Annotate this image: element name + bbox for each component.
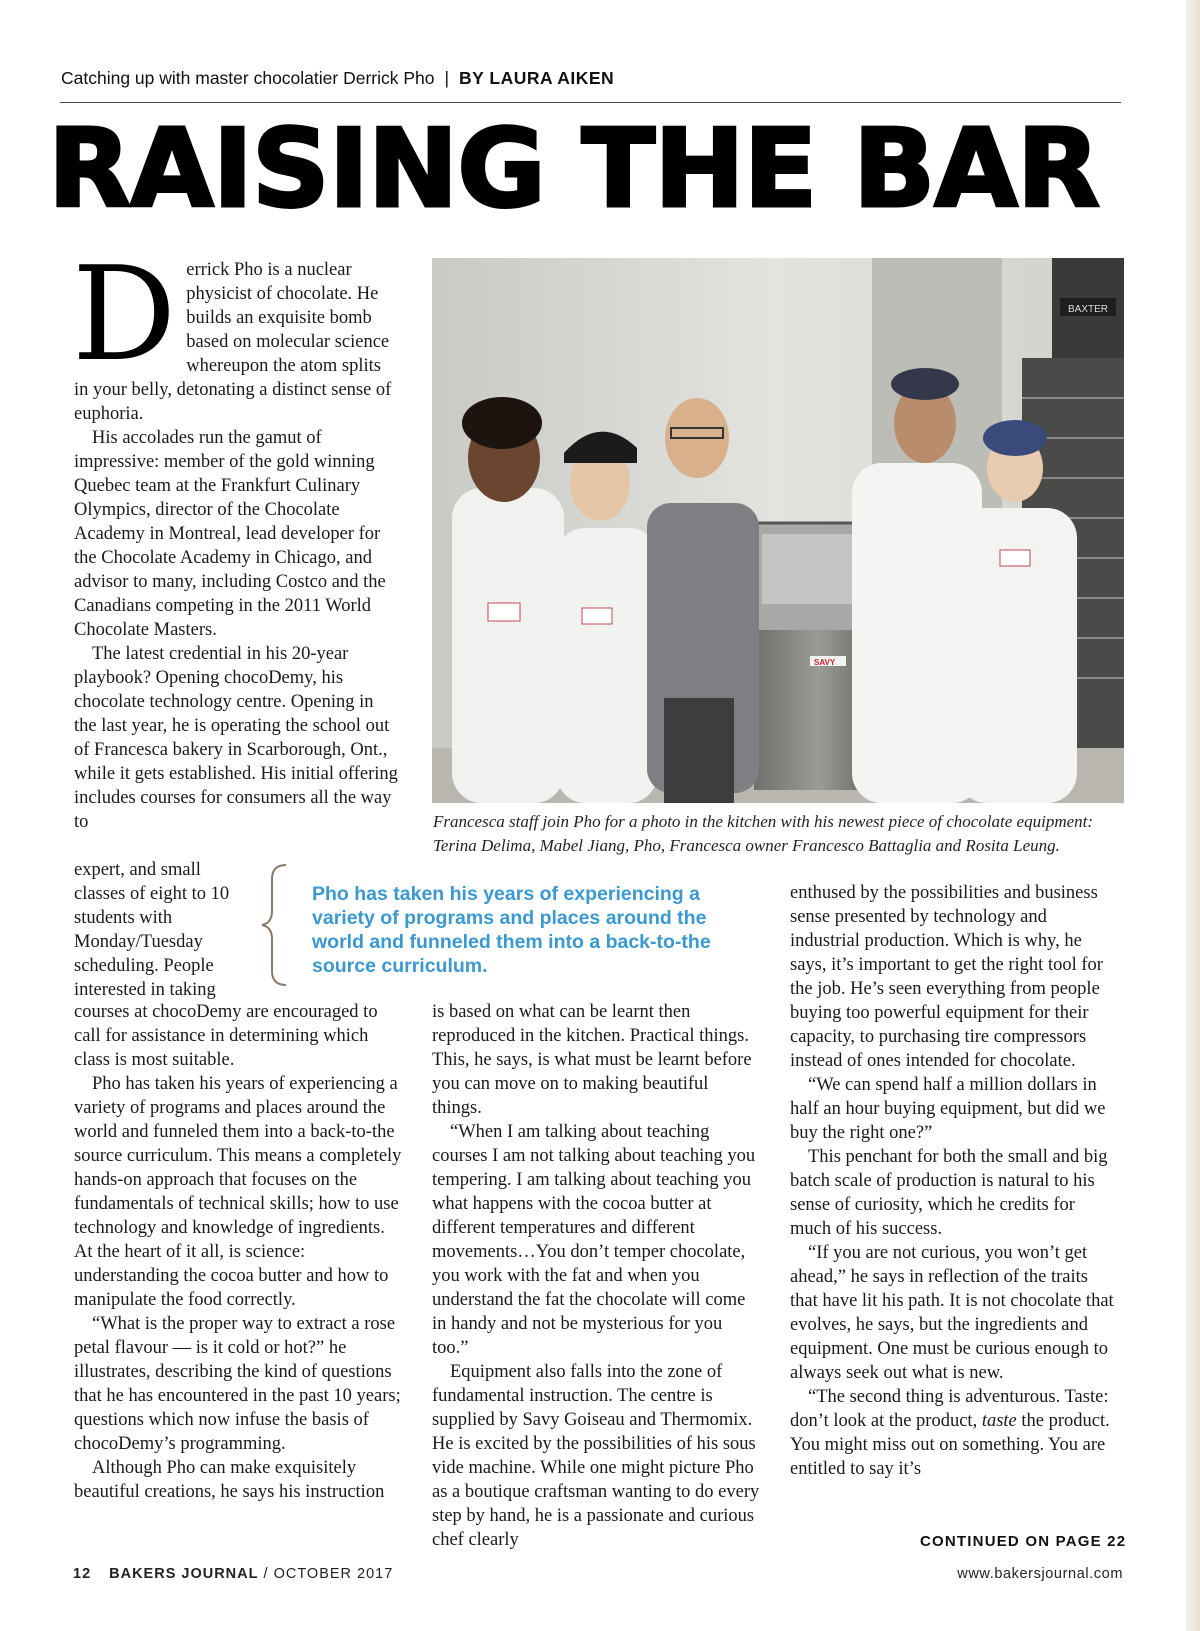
text-run: “The second thing is adventurous. Taste: don’t look at the product, [790, 1387, 1109, 1431]
paragraph-continued: expert, and small classes of eight to 10 students with Monday/Tuesday scheduling. People interested in taking [74, 860, 230, 1000]
pull-quote: Pho has taken his years of experiencing a variety of programs and places around the world and funneled them into a back-to-the source curriculum. [312, 883, 711, 977]
text-italic: taste [981, 1411, 1017, 1431]
kicker-separator: | [444, 68, 450, 88]
column-1-bottom [74, 1000, 404, 1504]
paragraph: Equipment also falls into the zone of fundamental instruction. The centre is supplied by Savy Goiseau and Thermomix. He is excited by the possibilities of his sous vide machine. While one might picture Pho as a boutique craftsman wanting to do every step by hand, he is a passionate and curious chef clearly [432, 1362, 760, 1550]
paragraph-intro [72, 238, 399, 426]
continued-note: CONTINUED ON PAGE 22 [920, 1533, 1127, 1550]
byline: BY LAURA AIKEN [459, 68, 615, 88]
publication-name: BAKERS JOURNAL [109, 1566, 259, 1582]
kitchen-staff-photo [432, 258, 1124, 803]
paragraph [790, 1385, 1115, 1481]
page-edge [1186, 0, 1200, 1631]
issue-date: / OCTOBER 2017 [258, 1566, 394, 1582]
website-link[interactable]: www.bakersjournal.com [957, 1566, 1123, 1582]
article-photo [432, 258, 1124, 803]
machine-brand: SAVY [814, 658, 836, 667]
page-footer [73, 1566, 1123, 1586]
headline: RAISING THE BAR [48, 107, 1100, 232]
text-run: the product. You might miss out on something. You are entitled to say it’s [790, 1411, 1110, 1479]
paragraph: His accolades run the gamut of impressive: member of the gold winning Quebec team at the Frankfurt Culinary Olympics, director of the Chocolate Academy in Montreal, lead developer for the Chocolate Academy in Chicago, and advisor to many, including Costco and the Canadians competing in the 2011 World Chocolate Masters. [74, 428, 386, 640]
paragraph-continued: enthused by the possibilities and business sense presented by technology and industrial production. Which is why, he says, it’s important to get the right tool for the job. He’s seen everything from people buying too powerful equipment for their capacity, to purchasing tire compressors instead of ones intended for chocolate. [790, 883, 1103, 1071]
paragraph: “If you are not curious, you won’t get ahead,” he says in reflection of the traits that have lit his path. It is not chocolate that evolves, he says, but the ingredients and equipment. One must be curious enough to always seek out what is new. [790, 1243, 1114, 1383]
column-1-top [72, 238, 399, 834]
paragraph-continued: is based on what can be learnt then reproduced in the kitchen. Practical things. This, he says, is what must be learnt before you can move on to making beautiful things. [432, 1002, 752, 1118]
paragraph-continued: courses at chocoDemy are encouraged to call for assistance in determining which class is most suitable. [74, 1002, 378, 1070]
paragraph: “When I am talking about teaching courses I am not talking about teaching you tempering. I am talking about teaching you what happens with the cocoa butter at different temperatures and different movements…You don’t temper chocolate, you work with the fat and when you understand the fat the chocolate will come in handy and not be mysterious for you too.” [432, 1122, 756, 1358]
paragraph: The latest credential in his 20-year playbook? Opening chocoDemy, his chocolate technology centre. Opening in the last year, he is operating the school out of Francesca bakery in Scarborough, Ont., while it gets established. His initial offering includes courses for consumers all the way to [74, 644, 398, 832]
article-kicker [61, 68, 1121, 89]
photo-caption [433, 810, 1123, 858]
oven-brand: BAXTER [1068, 304, 1109, 315]
header-rule [60, 102, 1121, 103]
page-number: 12 [73, 1566, 92, 1582]
paragraph: “We can spend half a million dollars in half an hour buying equipment, but did we buy the right one?” [790, 1075, 1106, 1143]
column-3 [790, 881, 1115, 1481]
column-2 [432, 1000, 762, 1552]
caption-line: Francesca staff join Pho for a photo in the kitchen with his newest piece of chocolate equipment: [433, 812, 1094, 831]
paragraph: Although Pho can make exquisitely beautiful creations, he says his instruction [74, 1458, 385, 1502]
caption-line: Terina Delima, Mabel Jiang, Pho, Francesca owner Francesco Battaglia and Rosita Leung. [433, 836, 1060, 855]
curly-brace-icon [256, 861, 296, 989]
column-1-narrow [74, 858, 244, 1002]
kicker-text: Catching up with master chocolatier Derrick Pho [61, 68, 435, 88]
paragraph-intro-text: errick Pho is a nuclear physicist of chocolate. He builds an exquisite bomb based on molecular science whereupon the atom splits in your belly, detonating a distinct sense of euphoria. [74, 260, 392, 424]
paragraph: Pho has taken his years of experiencing a variety of programs and places around the world and funneled them into a back-to-the source curriculum. This means a completely hands-on approach that focuses on the fundamentals of technical skills; how to use technology and knowledge of ingredients. At the heart of it all, is science: understanding the cocoa butter and how to manipulate the food correctly. [74, 1074, 402, 1310]
paragraph: “What is the proper way to extract a rose petal flavour — is it cold or hot?” he illustrates, describing the kind of questions that he has encountered in the past 10 years; questions which now infuse the basis of chocoDemy’s programming. [74, 1314, 401, 1454]
paragraph: This penchant for both the small and big batch scale of production is natural to his sense of curiosity, which he credits for much of his success. [790, 1147, 1108, 1239]
drop-cap: D [72, 238, 177, 390]
